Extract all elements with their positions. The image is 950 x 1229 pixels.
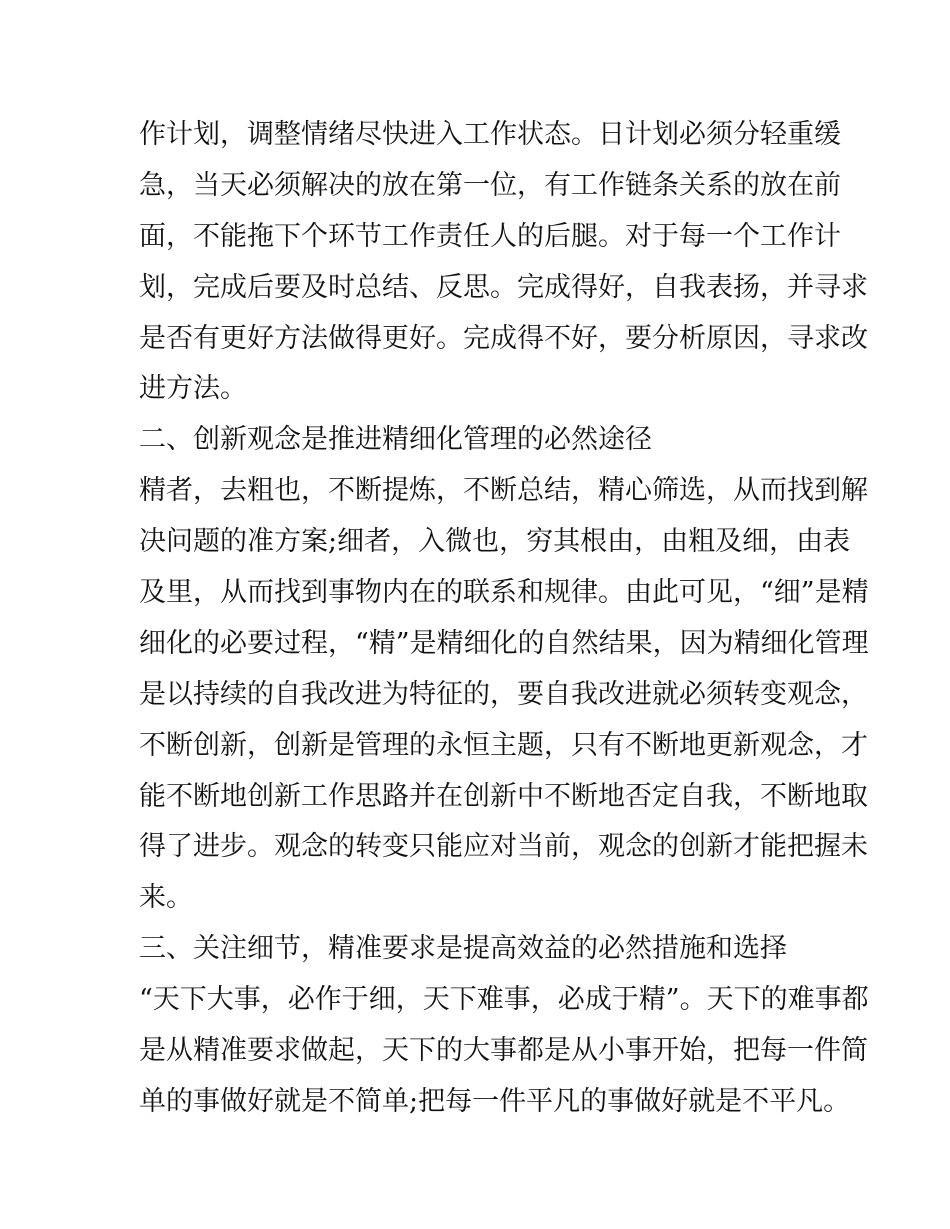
paragraph-line: 作计划，调整情绪尽快进入工作状态。日计划必须分轻重缓 <box>139 119 841 150</box>
paragraph-line: 面，不能拖下个环节工作责任人的后腿。对于每一个工作计 <box>139 220 841 252</box>
section-heading: 三、关注细节，精准要求是提高效益的必然措施和选择 <box>139 933 787 965</box>
paragraph-line: 单的事做好就是不简单;把每一件平凡的事做好就是不平凡。 <box>139 1085 851 1117</box>
paragraph-line: 划，完成后要及时总结、反思。完成得好，自我表扬，并寻求 <box>139 271 868 303</box>
paragraph-line: 能不断地创新工作思路并在创新中不断地否定自我，不断地取 <box>139 780 868 812</box>
document-body <box>139 110 869 1128</box>
paragraph-line: 细化的必要过程，“精”是精细化的自然结果，因为精细化管理 <box>139 627 869 659</box>
paragraph-line: 不断创新，创新是管理的永恒主题，只有不断地更新观念，才 <box>139 729 868 761</box>
paragraph-line: 来。 <box>139 882 193 914</box>
paragraph-line: “天下大事，必作于细，天下难事，必成于精”。天下的难事都 <box>139 984 869 1016</box>
paragraph-line: 及里，从而找到事物内在的联系和规律。由此可见，“细”是精 <box>139 577 869 609</box>
paragraph-line: 进方法。 <box>139 373 247 405</box>
paragraph-line: 精者，去粗也，不断提炼，不断总结，精心筛选，从而找到解 <box>139 475 868 507</box>
section-heading: 二、创新观念是推进精细化管理的必然途径 <box>139 424 652 456</box>
paragraph-line: 决问题的准方案;细者，入微也，穷其根由，由粗及细，由表 <box>139 526 851 558</box>
paragraph-line: 急，当天必须解决的放在第一位，有工作链条关系的放在前 <box>139 169 841 201</box>
paragraph-line: 得了进步。观念的转变只能应对当前，观念的创新才能把握未 <box>139 831 868 863</box>
paragraph-line: 是以持续的自我改进为特征的，要自我改进就必须转变观念， <box>139 678 868 710</box>
paragraph-line: 是从精准要求做起，天下的大事都是从小事开始，把每一件简 <box>139 1035 868 1067</box>
paragraph-line: 是否有更好方法做得更好。完成得不好，要分析原因，寻求改 <box>139 322 868 354</box>
